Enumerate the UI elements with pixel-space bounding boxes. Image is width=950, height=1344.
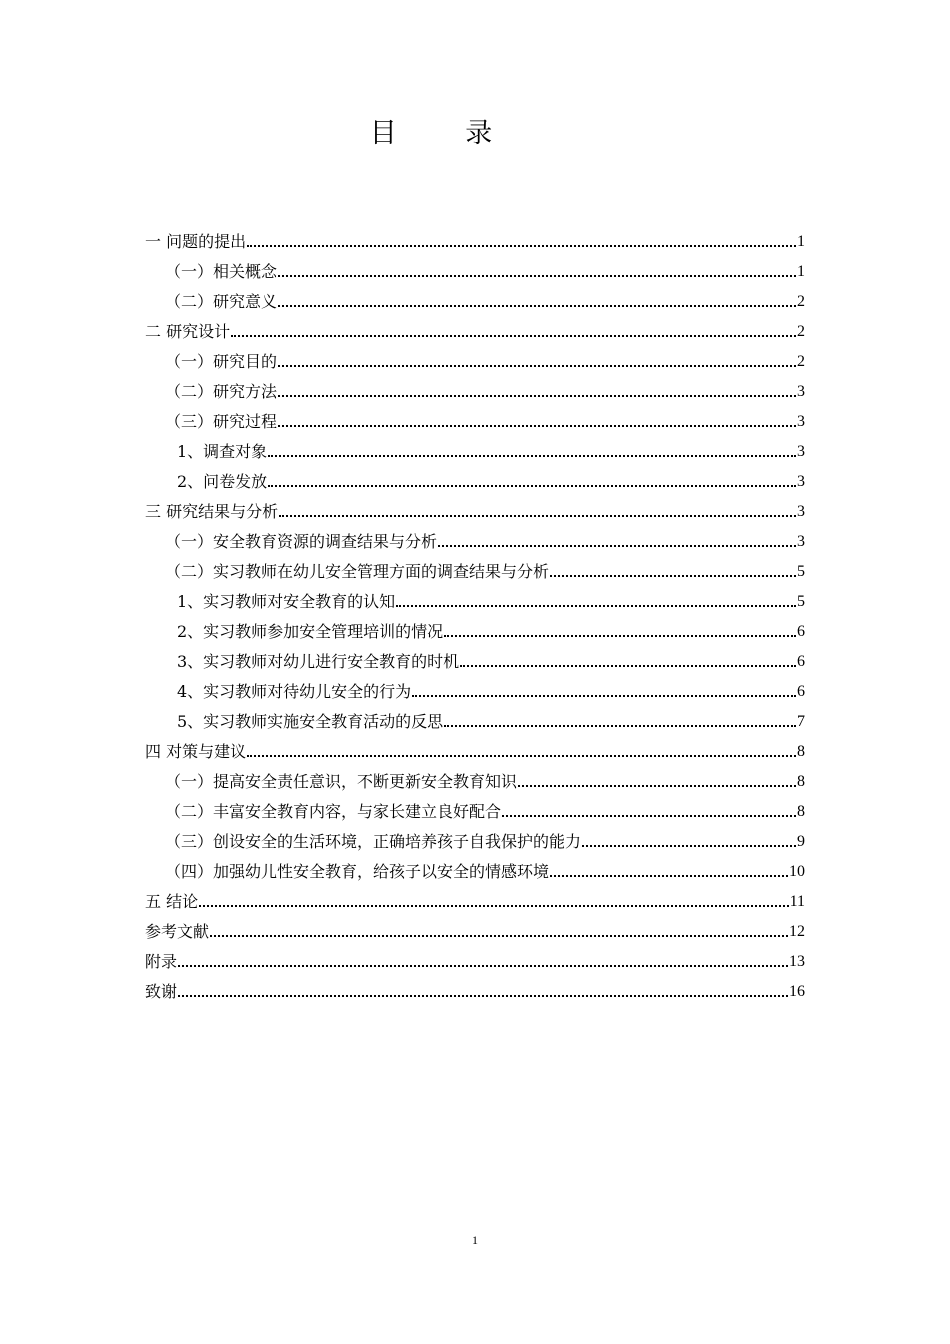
toc-entry[interactable] <box>145 372 805 402</box>
toc-entry-page-number: 2 <box>797 293 805 310</box>
toc-entry[interactable] <box>145 402 805 432</box>
toc-entry[interactable] <box>145 762 805 792</box>
toc-entry[interactable] <box>145 552 805 582</box>
toc-entry-page-number: 6 <box>797 653 805 670</box>
toc-entry[interactable] <box>145 432 805 462</box>
toc-entry-text: （四）加强幼儿性安全教育，给孩子以安全的情感环境 <box>165 862 550 881</box>
toc-entry-page-number: 8 <box>797 803 805 820</box>
toc-entry[interactable] <box>145 822 805 852</box>
toc-dot-leader <box>444 725 796 727</box>
toc-entry[interactable] <box>145 912 805 942</box>
toc-dot-leader <box>582 845 796 847</box>
toc-entry-page-number: 13 <box>789 953 805 970</box>
toc-entry-page-number: 8 <box>797 773 805 790</box>
toc-entry-text: 4、实习教师对待幼儿安全的行为 <box>177 682 412 701</box>
toc-dot-leader <box>518 785 796 787</box>
toc-title: 目 录 <box>369 118 523 149</box>
toc-entry-page-number: 10 <box>789 863 805 880</box>
toc-list <box>145 222 805 1002</box>
toc-entry-page-number: 11 <box>789 893 805 910</box>
toc-dot-leader <box>412 695 796 697</box>
toc-entry-page-number: 12 <box>789 923 805 940</box>
toc-dot-leader <box>278 305 796 307</box>
toc-dot-leader <box>199 905 789 907</box>
toc-entry[interactable] <box>145 972 805 1002</box>
page-number: 1 <box>472 1233 478 1247</box>
toc-entry[interactable] <box>145 702 805 732</box>
toc-entry-page-number: 3 <box>797 473 805 490</box>
toc-entry[interactable] <box>145 492 805 522</box>
toc-entry-text: 五 结论 <box>145 892 199 911</box>
toc-entry-page-number: 7 <box>797 713 805 730</box>
toc-entry[interactable] <box>145 252 805 282</box>
toc-dot-leader <box>279 515 796 517</box>
toc-entry-text: （二）研究意义 <box>165 292 278 311</box>
toc-dot-leader <box>178 965 788 967</box>
toc-entry[interactable] <box>145 852 805 882</box>
toc-dot-leader <box>460 665 796 667</box>
toc-entry-text: （二）丰富安全教育内容，与家长建立良好配合 <box>165 802 502 821</box>
toc-entry-text: （一）研究目的 <box>165 352 278 371</box>
toc-dot-leader <box>247 245 796 247</box>
toc-entry-page-number: 16 <box>789 983 805 1000</box>
toc-dot-leader <box>268 455 796 457</box>
toc-entry-page-number: 3 <box>797 413 805 430</box>
toc-entry-text: 一 问题的提出 <box>145 232 247 251</box>
toc-entry[interactable] <box>145 522 805 552</box>
toc-entry-page-number: 5 <box>797 563 805 580</box>
toc-dot-leader <box>550 875 788 877</box>
toc-entry-text: 2、问卷发放 <box>177 472 268 491</box>
toc-entry-page-number: 9 <box>797 833 805 850</box>
toc-entry-page-number: 1 <box>797 233 805 250</box>
toc-entry[interactable] <box>145 312 805 342</box>
toc-entry-text: 1、调查对象 <box>177 442 268 461</box>
toc-entry-page-number: 5 <box>797 593 805 610</box>
toc-entry-page-number: 3 <box>797 443 805 460</box>
toc-entry-text: 四 对策与建议 <box>145 742 247 761</box>
toc-dot-leader <box>278 365 796 367</box>
toc-entry-text: 致谢 <box>145 982 178 1001</box>
toc-entry-page-number: 6 <box>797 623 805 640</box>
toc-entry-page-number: 3 <box>797 383 805 400</box>
toc-entry[interactable] <box>145 792 805 822</box>
toc-entry-text: （二）研究方法 <box>165 382 278 401</box>
toc-entry-page-number: 2 <box>797 323 805 340</box>
toc-dot-leader <box>396 605 796 607</box>
toc-entry[interactable] <box>145 882 805 912</box>
toc-dot-leader <box>502 815 796 817</box>
toc-entry-text: 2、实习教师参加安全管理培训的情况 <box>177 622 444 641</box>
toc-entry-text: （三）创设安全的生活环境，正确培养孩子自我保护的能力 <box>165 832 582 851</box>
toc-dot-leader <box>278 275 796 277</box>
toc-entry[interactable] <box>145 942 805 972</box>
toc-entry-text: （一）提高安全责任意识，不断更新安全教育知识 <box>165 772 518 791</box>
toc-entry-text: 附录 <box>145 952 178 971</box>
toc-entry-page-number: 3 <box>797 533 805 550</box>
toc-dot-leader <box>444 635 796 637</box>
toc-entry-text: 1、实习教师对安全教育的认知 <box>177 592 396 611</box>
toc-entry-text: （一）安全教育资源的调查结果与分析 <box>165 532 438 551</box>
toc-entry-page-number: 3 <box>797 503 805 520</box>
toc-entry-page-number: 1 <box>797 263 805 280</box>
toc-entry[interactable] <box>145 732 805 762</box>
toc-dot-leader <box>231 335 796 337</box>
toc-dot-leader <box>210 935 788 937</box>
toc-entry-text: 三 研究结果与分析 <box>145 502 279 521</box>
toc-dot-leader <box>268 485 796 487</box>
toc-dot-leader <box>278 395 796 397</box>
toc-entry[interactable] <box>145 612 805 642</box>
toc-entry-page-number: 2 <box>797 353 805 370</box>
toc-entry-text: （三）研究过程 <box>165 412 278 431</box>
toc-dot-leader <box>550 575 796 577</box>
toc-dot-leader <box>438 545 796 547</box>
toc-entry-text: 二 研究设计 <box>145 322 231 341</box>
toc-entry[interactable] <box>145 582 805 612</box>
toc-entry[interactable] <box>145 672 805 702</box>
toc-dot-leader <box>278 425 796 427</box>
toc-entry[interactable] <box>145 222 805 252</box>
toc-dot-leader <box>247 755 796 757</box>
toc-entry-text: （一）相关概念 <box>165 262 278 281</box>
toc-entry-page-number: 8 <box>797 743 805 760</box>
toc-entry[interactable] <box>145 462 805 492</box>
toc-entry-text: 3、实习教师对幼儿进行安全教育的时机 <box>177 652 460 671</box>
toc-entry-text: （二）实习教师在幼儿安全管理方面的调查结果与分析 <box>165 562 550 581</box>
toc-entry-text: 5、实习教师实施安全教育活动的反思 <box>177 712 444 731</box>
toc-entry[interactable] <box>145 282 805 312</box>
toc-entry[interactable] <box>145 342 805 372</box>
toc-dot-leader <box>178 995 788 997</box>
toc-entry-page-number: 6 <box>797 683 805 700</box>
toc-entry[interactable] <box>145 642 805 672</box>
toc-entry-text: 参考文献 <box>145 922 210 941</box>
